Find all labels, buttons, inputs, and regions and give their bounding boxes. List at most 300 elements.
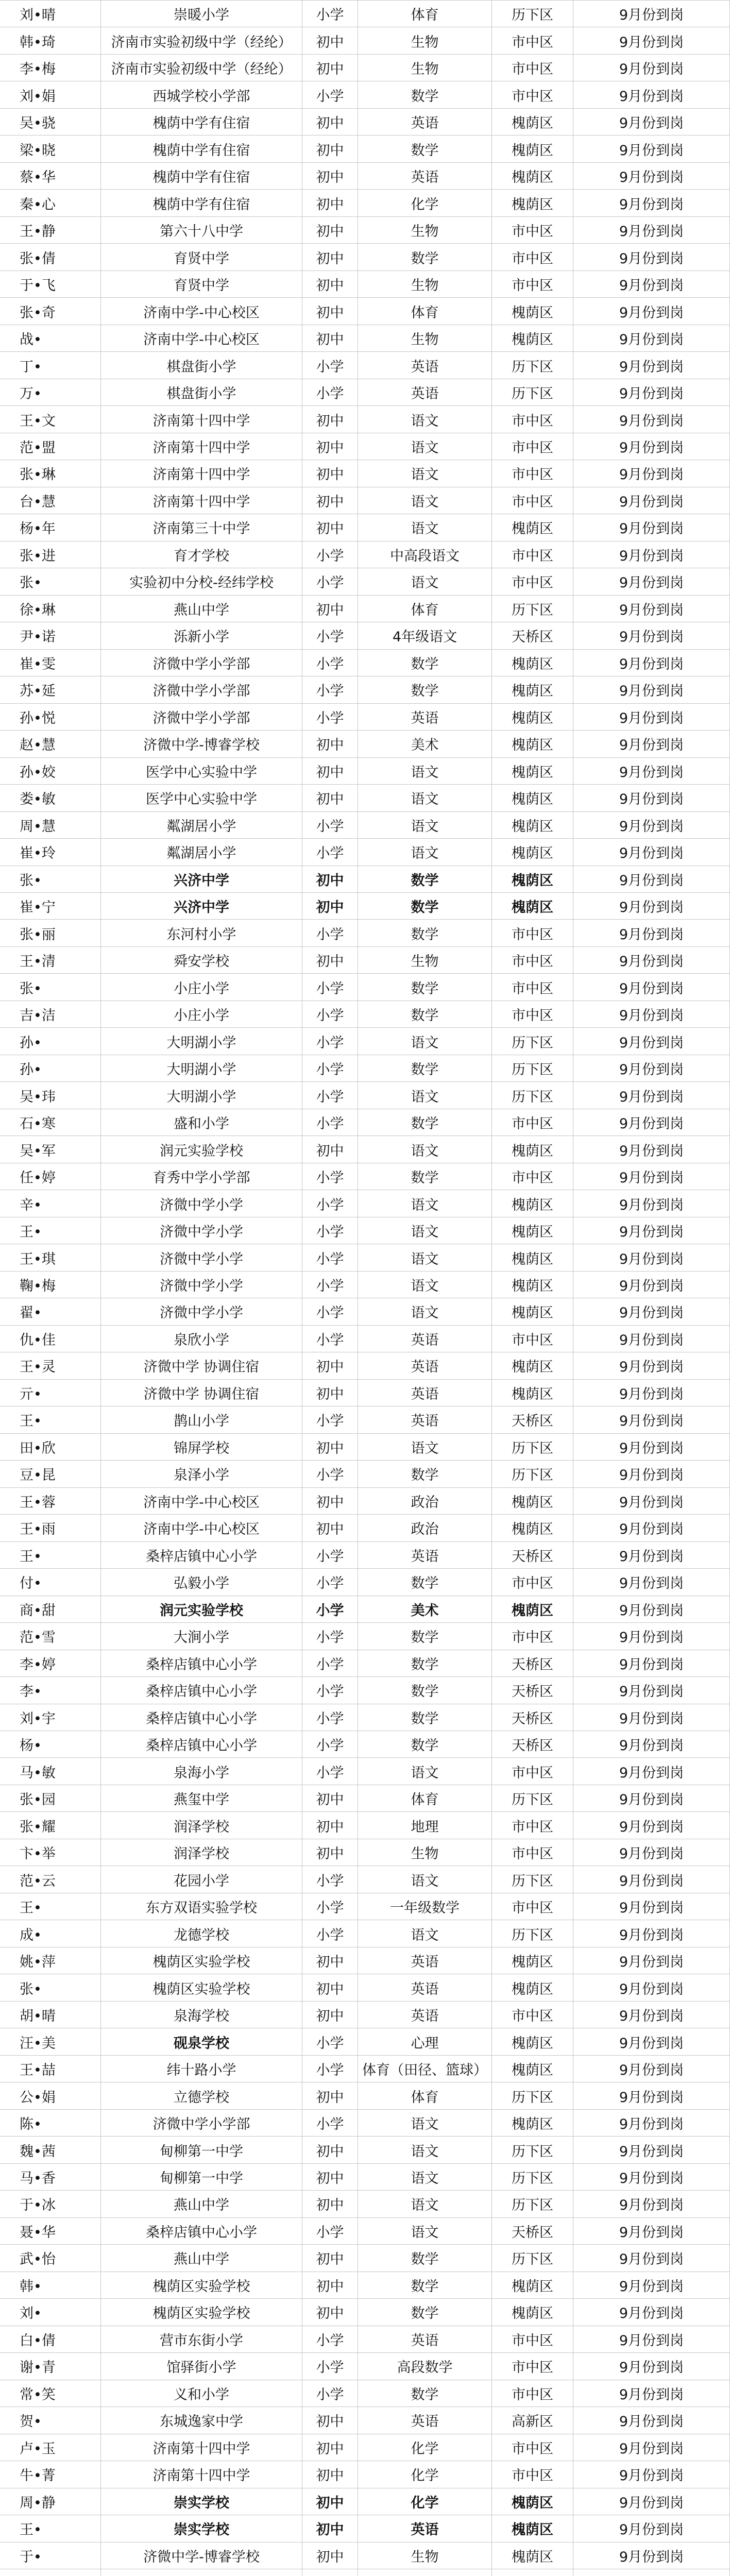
name-cell: 公•娟 xyxy=(0,2082,101,2109)
level-cell: 小学 xyxy=(302,541,358,568)
table-row xyxy=(0,1352,730,1379)
table-row xyxy=(0,244,730,270)
table-row xyxy=(0,55,730,81)
school-cell: 槐荫区实验学校 xyxy=(101,1974,302,2001)
district-cell: 市中区 xyxy=(492,1163,573,1190)
level-cell: 小学 xyxy=(302,622,358,649)
table-row xyxy=(0,704,730,731)
district-cell: 历下区 xyxy=(492,1028,573,1055)
name-cell: 张•奇 xyxy=(0,298,101,325)
table-row xyxy=(0,433,730,460)
district-cell: 历下区 xyxy=(492,596,573,622)
district-cell: 历下区 xyxy=(492,1434,573,1461)
school-cell: 润元实验学校 xyxy=(101,1136,302,1163)
district-cell: 槐荫区 xyxy=(492,893,573,920)
arrival-time-cell: 9月份到岗 xyxy=(573,1839,730,1866)
subject-cell: 数学 xyxy=(358,1001,492,1028)
subject-cell: 语文 xyxy=(358,2218,492,2245)
name-cell: 亓• xyxy=(0,1380,101,1406)
name-cell: 王• xyxy=(0,1217,101,1244)
level-cell: 小学 xyxy=(302,650,358,676)
district-cell: 市中区 xyxy=(492,217,573,244)
level-cell: 小学 xyxy=(302,1677,358,1704)
table-row xyxy=(0,2056,730,2082)
subject-cell: 英语 xyxy=(358,2407,492,2434)
arrival-time-cell: 9月份到岗 xyxy=(573,1731,730,1758)
level-cell: 初中 xyxy=(302,731,358,757)
level-cell: 小学 xyxy=(302,1893,358,1920)
school-cell: 医学中心实验中学 xyxy=(101,785,302,811)
level-cell: 初中 xyxy=(302,1812,358,1839)
subject-cell: 语文 xyxy=(358,758,492,785)
subject-cell: 美术 xyxy=(358,1596,492,1623)
table-row xyxy=(0,1461,730,1487)
subject-cell: 数学 xyxy=(358,1109,492,1136)
table-row xyxy=(0,1866,730,1893)
level-cell: 初中 xyxy=(302,1136,358,1163)
name-cell: 王•蓉 xyxy=(0,1488,101,1515)
subject-cell: 体育 xyxy=(358,298,492,325)
level-cell: 小学 xyxy=(302,1731,358,1758)
arrival-time-cell: 9月份到岗 xyxy=(573,1623,730,1650)
arrival-time-cell: 9月份到岗 xyxy=(573,596,730,622)
school-cell: 槐荫中学有住宿 xyxy=(101,163,302,190)
school-cell: 营市东街小学 xyxy=(101,2326,302,2353)
table-row xyxy=(0,1893,730,1920)
level-cell: 初中 xyxy=(302,135,358,162)
district-cell: 市中区 xyxy=(492,2434,573,2461)
arrival-time-cell: 9月份到岗 xyxy=(573,622,730,649)
name-cell: 周•慧 xyxy=(0,812,101,839)
arrival-time-cell: 9月份到岗 xyxy=(573,2353,730,2380)
table-row xyxy=(0,2434,730,2461)
school-cell: 崇实学校 xyxy=(101,2488,302,2515)
arrival-time-cell: 9月份到岗 xyxy=(573,1974,730,2001)
name-cell: 孙• xyxy=(0,1028,101,1055)
district-cell: 市中区 xyxy=(492,2002,573,2028)
table-row xyxy=(0,920,730,946)
table-row xyxy=(0,109,730,135)
level-cell: 初中 xyxy=(302,2407,358,2434)
arrival-time-cell: 9月份到岗 xyxy=(573,190,730,216)
district-cell: 市中区 xyxy=(492,2461,573,2488)
subject-cell: 生物 xyxy=(358,325,492,352)
name-cell: 张•园 xyxy=(0,1785,101,1812)
district-cell: 槐荫区 xyxy=(492,1380,573,1406)
arrival-time-cell: 9月份到岗 xyxy=(573,1866,730,1893)
level-cell: 初中 xyxy=(302,1488,358,1515)
name-cell: 卞•举 xyxy=(0,1839,101,1866)
subject-cell: 化学 xyxy=(358,190,492,216)
name-cell: 卢•玉 xyxy=(0,2434,101,2461)
table-row xyxy=(0,1542,730,1569)
arrival-time-cell: 9月份到岗 xyxy=(573,2543,730,2569)
level-cell: 小学 xyxy=(302,2380,358,2407)
arrival-time-cell: 9月份到岗 xyxy=(573,1569,730,1596)
arrival-time-cell: 9月份到岗 xyxy=(573,1136,730,1163)
subject-cell: 数学 xyxy=(358,81,492,108)
table-row xyxy=(0,1704,730,1731)
level-cell: 初中 xyxy=(302,433,358,460)
school-cell: 润元实验学校 xyxy=(101,1596,302,1623)
school-cell: 槐荫中学有住宿 xyxy=(101,190,302,216)
arrival-time-cell: 9月份到岗 xyxy=(573,1542,730,1569)
subject-cell: 生物 xyxy=(358,2543,492,2569)
school-cell: 槐荫区实验学校 xyxy=(101,1947,302,1974)
district-cell: 历下区 xyxy=(492,1,573,27)
subject-cell: 一年级数学 xyxy=(358,1893,492,1920)
subject-cell: 生物 xyxy=(358,1839,492,1866)
subject-cell: 英语 xyxy=(358,2326,492,2353)
district-cell: 槐荫区 xyxy=(492,1244,573,1271)
arrival-time-cell: 9月份到岗 xyxy=(573,676,730,703)
name-cell: 王•清 xyxy=(0,947,101,974)
name-cell: 张•倩 xyxy=(0,244,101,270)
name-cell: 刘•晴 xyxy=(0,1,101,27)
level-cell: 初中 xyxy=(302,758,358,785)
subject-cell: 语文 xyxy=(358,460,492,487)
district-cell: 市中区 xyxy=(492,1812,573,1839)
level-cell: 小学 xyxy=(302,379,358,406)
arrival-time-cell: 9月份到岗 xyxy=(573,487,730,514)
level-cell: 小学 xyxy=(302,974,358,1001)
school-cell: 济微中学 协调住宿 xyxy=(101,1352,302,1379)
level-cell: 初中 xyxy=(302,2082,358,2109)
level-cell: 小学 xyxy=(302,1461,358,1487)
name-cell: 丁• xyxy=(0,352,101,379)
school-cell: 棋盘街小学 xyxy=(101,352,302,379)
district-cell: 槐荫区 xyxy=(492,2056,573,2082)
table-row xyxy=(0,1298,730,1325)
subject-cell: 语文 xyxy=(358,1136,492,1163)
arrival-time-cell: 9月份到岗 xyxy=(573,758,730,785)
subject-cell: 英语 xyxy=(358,1974,492,2001)
name-cell: 王•雨 xyxy=(0,1515,101,1541)
name-cell: 田•欣 xyxy=(0,1434,101,1461)
subject-cell: 政治 xyxy=(358,1488,492,1515)
level-cell: 初中 xyxy=(302,2299,358,2326)
table-row xyxy=(0,1109,730,1136)
level-cell: 初中 xyxy=(302,109,358,135)
table-row xyxy=(0,2164,730,2191)
level-cell: 初中 xyxy=(302,1434,358,1461)
name-cell: 韩•琦 xyxy=(0,27,101,54)
school-cell: 泉欣小学 xyxy=(101,1326,302,1352)
arrival-time-cell: 9月份到岗 xyxy=(573,27,730,54)
district-cell: 槐荫区 xyxy=(492,650,573,676)
name-cell xyxy=(0,2569,101,2576)
school-cell: 粼湖居小学 xyxy=(101,812,302,839)
arrival-time-cell: 9月份到岗 xyxy=(573,109,730,135)
level-cell: 初中 xyxy=(302,2164,358,2191)
name-cell: 付• xyxy=(0,1569,101,1596)
name-cell: 王• xyxy=(0,1406,101,1433)
subject-cell: 生物 xyxy=(358,947,492,974)
subject-cell: 英语 xyxy=(358,2002,492,2028)
level-cell: 小学 xyxy=(302,2326,358,2353)
subject-cell: 数学 xyxy=(358,135,492,162)
table-row xyxy=(0,1217,730,1244)
school-cell: 盛和小学 xyxy=(101,1109,302,1136)
school-cell: 槐荫区实验学校 xyxy=(101,2299,302,2326)
district-cell: 天桥区 xyxy=(492,622,573,649)
level-cell: 小学 xyxy=(302,2218,358,2245)
school-cell: 弘毅小学 xyxy=(101,1569,302,1596)
table-row xyxy=(0,460,730,487)
subject-cell: 语文 xyxy=(358,2164,492,2191)
school-cell xyxy=(101,2569,302,2576)
table-row xyxy=(0,1974,730,2001)
arrival-time-cell: 9月份到岗 xyxy=(573,2056,730,2082)
school-cell: 大明湖小学 xyxy=(101,1082,302,1109)
subject-cell: 中高段语文 xyxy=(358,541,492,568)
arrival-time-cell: 9月份到岗 xyxy=(573,2245,730,2272)
table-row xyxy=(0,1515,730,1541)
subject-cell: 数学 xyxy=(358,1650,492,1677)
arrival-time-cell: 9月份到岗 xyxy=(573,1001,730,1028)
arrival-time-cell: 9月份到岗 xyxy=(573,244,730,270)
arrival-time-cell: 9月份到岗 xyxy=(573,271,730,298)
school-cell: 济南中学-中心校区 xyxy=(101,1515,302,1541)
level-cell: 初中 xyxy=(302,2488,358,2515)
name-cell: 范•盟 xyxy=(0,433,101,460)
subject-cell: 数学 xyxy=(358,676,492,703)
level-cell: 小学 xyxy=(302,1406,358,1433)
arrival-time-cell: 9月份到岗 xyxy=(573,1,730,27)
district-cell: 市中区 xyxy=(492,433,573,460)
school-cell: 砚泉学校 xyxy=(101,2028,302,2055)
school-cell: 舜安学校 xyxy=(101,947,302,974)
subject-cell: 语文 xyxy=(358,514,492,541)
arrival-time-cell: 9月份到岗 xyxy=(573,1596,730,1623)
name-cell: 吉•洁 xyxy=(0,1001,101,1028)
subject-cell: 语文 xyxy=(358,1028,492,1055)
level-cell: 初中 xyxy=(302,27,358,54)
name-cell: 杨•年 xyxy=(0,514,101,541)
subject-cell: 语文 xyxy=(358,1082,492,1109)
level-cell: 小学 xyxy=(302,1244,358,1271)
school-cell: 济微中学小学 xyxy=(101,1244,302,1271)
school-cell: 桑梓店镇中心小学 xyxy=(101,1677,302,1704)
level-cell: 初中 xyxy=(302,460,358,487)
arrival-time-cell: 9月份到岗 xyxy=(573,1217,730,1244)
district-cell: 历下区 xyxy=(492,1055,573,1082)
table-row xyxy=(0,1055,730,1082)
school-cell: 桑梓店镇中心小学 xyxy=(101,2218,302,2245)
arrival-time-cell: 9月份到岗 xyxy=(573,1758,730,1785)
table-row xyxy=(0,947,730,974)
school-cell: 济南第十四中学 xyxy=(101,460,302,487)
school-cell: 兴济中学 xyxy=(101,893,302,920)
school-cell: 济微中学-博睿学校 xyxy=(101,731,302,757)
name-cell: 于•飞 xyxy=(0,271,101,298)
level-cell: 小学 xyxy=(302,1542,358,1569)
name-cell: 张• xyxy=(0,1974,101,2001)
level-cell: 小学 xyxy=(302,1163,358,1190)
school-cell: 育贤中学 xyxy=(101,271,302,298)
name-cell: 成• xyxy=(0,1920,101,1947)
level-cell: 初中 xyxy=(302,1515,358,1541)
district-cell: 历下区 xyxy=(492,2082,573,2109)
arrival-time-cell: 9月份到岗 xyxy=(573,1380,730,1406)
table-row xyxy=(0,2028,730,2055)
name-cell: 于• xyxy=(0,2543,101,2569)
table-row xyxy=(0,2299,730,2326)
district-cell: 历下区 xyxy=(492,352,573,379)
name-cell: 任•婷 xyxy=(0,1163,101,1190)
name-cell: 王• xyxy=(0,2515,101,2542)
subject-cell: 英语 xyxy=(358,163,492,190)
district-cell: 市中区 xyxy=(492,947,573,974)
district-cell: 槐荫区 xyxy=(492,298,573,325)
district-cell: 历下区 xyxy=(492,1866,573,1893)
arrival-time-cell: 9月份到岗 xyxy=(573,1650,730,1677)
district-cell: 槐荫区 xyxy=(492,1947,573,1974)
name-cell: 苏•延 xyxy=(0,676,101,703)
school-cell: 济南市实验初级中学（经纶） xyxy=(101,27,302,54)
level-cell: 初中 xyxy=(302,866,358,893)
district-cell: 市中区 xyxy=(492,460,573,487)
name-cell: 李•婷 xyxy=(0,1650,101,1677)
district-cell: 槐荫区 xyxy=(492,866,573,893)
district-cell: 市中区 xyxy=(492,920,573,946)
table-row xyxy=(0,1326,730,1352)
district-cell: 市中区 xyxy=(492,27,573,54)
district-cell: 槐荫区 xyxy=(492,1272,573,1298)
table-row xyxy=(0,541,730,568)
level-cell: 小学 xyxy=(302,1866,358,1893)
name-cell: 孙•悦 xyxy=(0,704,101,731)
school-cell: 济微中学小学部 xyxy=(101,650,302,676)
subject-cell: 生物 xyxy=(358,27,492,54)
school-cell: 济南市实验初级中学（经纶） xyxy=(101,55,302,81)
arrival-time-cell: 9月份到岗 xyxy=(573,352,730,379)
level-cell: 初中 xyxy=(302,2191,358,2217)
district-cell: 天桥区 xyxy=(492,2218,573,2245)
name-cell: 马•敏 xyxy=(0,1758,101,1785)
district-cell: 槐荫区 xyxy=(492,1136,573,1163)
name-cell: 常•笑 xyxy=(0,2380,101,2407)
arrival-time-cell: 9月份到岗 xyxy=(573,839,730,866)
name-cell: 张•丽 xyxy=(0,920,101,946)
school-cell: 济微中学小学部 xyxy=(101,2110,302,2137)
district-cell: 天桥区 xyxy=(492,1704,573,1731)
arrival-time-cell: 9月份到岗 xyxy=(573,406,730,433)
subject-cell: 数学 xyxy=(358,1623,492,1650)
name-cell: 韩• xyxy=(0,2272,101,2299)
school-cell: 小庄小学 xyxy=(101,1001,302,1028)
school-cell: 大明湖小学 xyxy=(101,1055,302,1082)
name-cell: 胡•晴 xyxy=(0,2002,101,2028)
school-cell: 泺新小学 xyxy=(101,622,302,649)
subject-cell: 语文 xyxy=(358,1217,492,1244)
arrival-time-cell: 9月份到岗 xyxy=(573,2380,730,2407)
district-cell: 市中区 xyxy=(492,271,573,298)
district-cell: 历下区 xyxy=(492,2245,573,2272)
school-cell: 龙德学校 xyxy=(101,1920,302,1947)
district-cell: 市中区 xyxy=(492,1623,573,1650)
name-cell: 刘•娟 xyxy=(0,81,101,108)
district-cell: 市中区 xyxy=(492,974,573,1001)
subject-cell: 数学 xyxy=(358,2245,492,2272)
arrival-time-cell: 9月份到岗 xyxy=(573,2299,730,2326)
name-cell: 李•梅 xyxy=(0,55,101,81)
name-cell: 尹•诺 xyxy=(0,622,101,649)
table-row xyxy=(0,785,730,811)
arrival-time-cell: 9月份到岗 xyxy=(573,1298,730,1325)
level-cell: 小学 xyxy=(302,81,358,108)
table-row xyxy=(0,812,730,839)
name-cell: 张•耀 xyxy=(0,1812,101,1839)
district-cell: 槐荫区 xyxy=(492,2515,573,2542)
subject-cell: 英语 xyxy=(358,1380,492,1406)
name-cell: 赵•慧 xyxy=(0,731,101,757)
level-cell: 小学 xyxy=(302,1055,358,1082)
name-cell: 范•雪 xyxy=(0,1623,101,1650)
arrival-time-cell: 9月份到岗 xyxy=(573,2407,730,2434)
name-cell: 王•喆 xyxy=(0,2056,101,2082)
subject-cell: 语文 xyxy=(358,1272,492,1298)
district-cell: 天桥区 xyxy=(492,1731,573,1758)
table-row xyxy=(0,839,730,866)
name-cell: 孙• xyxy=(0,1055,101,1082)
subject-cell: 地理 xyxy=(358,1812,492,1839)
arrival-time-cell: 9月份到岗 xyxy=(573,1677,730,1704)
school-cell: 育秀中学小学部 xyxy=(101,1163,302,1190)
arrival-time-cell: 9月份到岗 xyxy=(573,2164,730,2191)
name-cell: 姚•萍 xyxy=(0,1947,101,1974)
level-cell: 小学 xyxy=(302,1623,358,1650)
district-cell: 槐荫区 xyxy=(492,1298,573,1325)
district-cell: 市中区 xyxy=(492,568,573,595)
arrival-time-cell: 9月份到岗 xyxy=(573,1326,730,1352)
level-cell: 初中 xyxy=(302,325,358,352)
school-cell: 立德学校 xyxy=(101,2082,302,2109)
district-cell: 槐荫区 xyxy=(492,1596,573,1623)
school-cell: 实验初中分校-经纬学校 xyxy=(101,568,302,595)
district-cell xyxy=(492,2569,573,2576)
arrival-time-cell: 9月份到岗 xyxy=(573,785,730,811)
subject-cell: 英语 xyxy=(358,2515,492,2542)
school-cell: 燕山中学 xyxy=(101,596,302,622)
school-cell: 东城逸家中学 xyxy=(101,2407,302,2434)
subject-cell: 数学 xyxy=(358,1677,492,1704)
arrival-time-cell: 9月份到岗 xyxy=(573,1434,730,1461)
arrival-time-cell: 9月份到岗 xyxy=(573,1812,730,1839)
district-cell: 槐荫区 xyxy=(492,2110,573,2137)
subject-cell: 生物 xyxy=(358,217,492,244)
subject-cell: 语文 xyxy=(358,406,492,433)
subject-cell: 语文 xyxy=(358,1758,492,1785)
school-cell: 西城学校小学部 xyxy=(101,81,302,108)
subject-cell xyxy=(358,2569,492,2576)
arrival-time-cell: 9月份到岗 xyxy=(573,460,730,487)
district-cell: 高新区 xyxy=(492,2407,573,2434)
school-cell: 泉海学校 xyxy=(101,2002,302,2028)
district-cell: 槐荫区 xyxy=(492,1217,573,1244)
district-cell: 市中区 xyxy=(492,2326,573,2353)
district-cell: 市中区 xyxy=(492,1758,573,1785)
school-cell: 锦屏学校 xyxy=(101,1434,302,1461)
name-cell: 辛• xyxy=(0,1190,101,1217)
subject-cell: 化学 xyxy=(358,2434,492,2461)
district-cell: 槐荫区 xyxy=(492,1488,573,1515)
arrival-time-cell: 9月份到岗 xyxy=(573,731,730,757)
school-cell: 泉海小学 xyxy=(101,1758,302,1785)
arrival-time-cell: 9月份到岗 xyxy=(573,2515,730,2542)
school-cell: 济南中学-中心校区 xyxy=(101,325,302,352)
table-row xyxy=(0,1244,730,1271)
